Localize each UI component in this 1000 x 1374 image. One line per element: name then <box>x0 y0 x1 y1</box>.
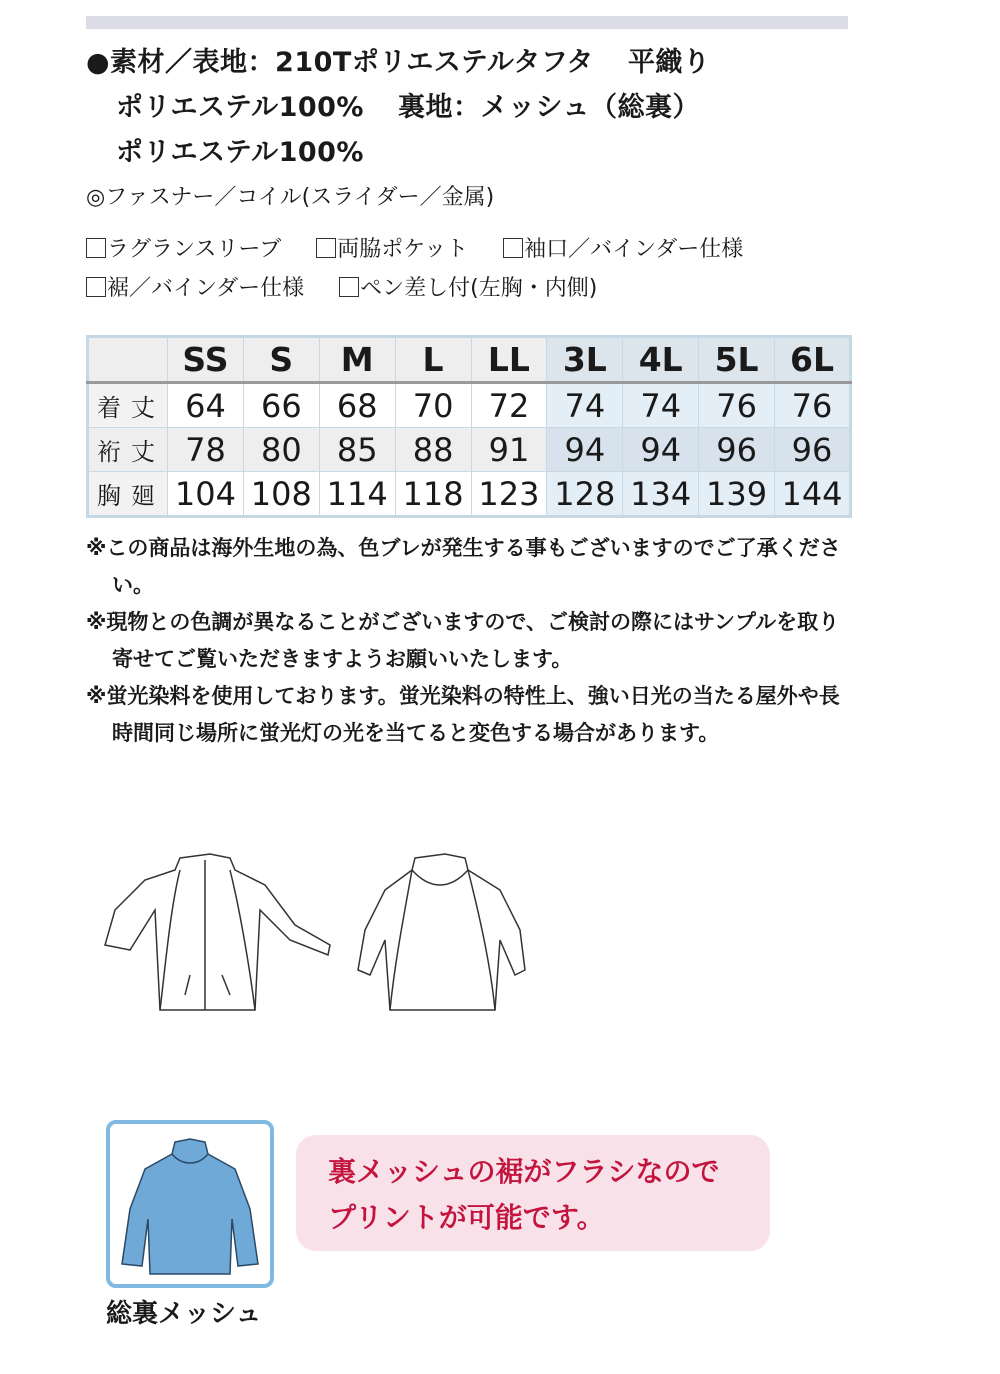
table-cell: 144 <box>775 472 851 517</box>
table-row <box>88 428 851 472</box>
table-cell: 94 <box>547 428 623 472</box>
checkbox-icon <box>86 277 106 297</box>
jacket-front-drawing <box>105 854 330 1010</box>
table-cell: 66 <box>243 383 319 428</box>
checkbox-icon <box>503 238 523 258</box>
table-cell: 128 <box>547 472 623 517</box>
table-cell: 74 <box>623 383 699 428</box>
table-cell: 114 <box>319 472 395 517</box>
size-table <box>86 335 852 518</box>
table-cell: 96 <box>699 428 775 472</box>
size-header: 3L <box>547 337 623 383</box>
size-header: S <box>243 337 319 383</box>
jacket-drawings <box>100 850 540 1020</box>
material-composition: ポリエステル100% <box>116 92 364 123</box>
note-item: ※この商品は海外生地の為、色ブレが発生する事もございますのでご了承ください。 <box>86 536 841 597</box>
note-item: ※現物との色調が異なることがございますので、ご検討の際にはサンプルを取り寄せてご覧いただきますようお願いいたします。 <box>86 610 840 671</box>
mesh-jacket-icon <box>110 1124 270 1284</box>
row-label: 胸廻 <box>88 472 168 517</box>
checkbox-icon <box>316 238 336 258</box>
table-cell: 134 <box>623 472 699 517</box>
table-cell: 85 <box>319 428 395 472</box>
table-cell: 91 <box>471 428 547 472</box>
feature-item: 袖口／バインダー仕様 <box>503 230 743 269</box>
table-cell: 72 <box>471 383 547 428</box>
table-cell: 94 <box>623 428 699 472</box>
size-header: SS <box>168 337 244 383</box>
table-cell: 68 <box>319 383 395 428</box>
size-header: 5L <box>699 337 775 383</box>
table-cell: 64 <box>168 383 244 428</box>
mesh-lining-image <box>106 1120 274 1288</box>
callout-line-1: 裏メッシュの裾がフラシなので <box>328 1155 720 1188</box>
feature-list <box>86 230 771 308</box>
table-row <box>88 383 851 428</box>
row-label: 着丈 <box>88 383 168 428</box>
table-cell: 76 <box>775 383 851 428</box>
size-header: LL <box>471 337 547 383</box>
table-cell: 108 <box>243 472 319 517</box>
print-callout <box>296 1135 770 1251</box>
table-cell: 70 <box>395 383 471 428</box>
top-divider-bar <box>86 16 848 29</box>
note-item: ※蛍光染料を使用しております。蛍光染料の特性上、強い日光の当たる屋外や長時間同じ場所に蛍光灯の光を当てると変色する場合があります。 <box>86 684 840 745</box>
table-cell: 80 <box>243 428 319 472</box>
lining-composition: ポリエステル100% <box>116 137 364 168</box>
callout-line-2: プリントが可能です。 <box>328 1201 605 1234</box>
table-cell: 139 <box>699 472 775 517</box>
mesh-label: 総裏メッシュ <box>106 1299 262 1329</box>
zipper-spec: ◎ファスナー／コイル(スライダー／金属) <box>86 185 495 210</box>
checkbox-icon <box>86 238 106 258</box>
table-row <box>88 472 851 517</box>
feature-item: ペン差し付(左胸・内側) <box>339 269 597 308</box>
material-spec <box>86 40 846 175</box>
feature-item: 両脇ポケット <box>316 230 468 269</box>
size-header-row <box>88 337 851 383</box>
table-cell: 88 <box>395 428 471 472</box>
table-cell: 104 <box>168 472 244 517</box>
size-header: M <box>319 337 395 383</box>
table-cell: 74 <box>547 383 623 428</box>
table-cell: 96 <box>775 428 851 472</box>
table-cell: 118 <box>395 472 471 517</box>
table-cell: 78 <box>168 428 244 472</box>
jacket-back-drawing <box>358 854 525 1010</box>
material-lining: 裏地：メッシュ（総裏） <box>397 92 700 123</box>
table-cell: 76 <box>699 383 775 428</box>
feature-item: ラグランスリーブ <box>86 230 281 269</box>
table-cell: 123 <box>471 472 547 517</box>
material-line-1: ●素材／表地：210Tポリエステルタフタ <box>86 47 594 78</box>
size-header: 4L <box>623 337 699 383</box>
size-header: 6L <box>775 337 851 383</box>
row-label: 裄丈 <box>88 428 168 472</box>
material-weave: 平織り <box>627 47 711 78</box>
size-header: L <box>395 337 471 383</box>
header-corner <box>88 337 168 383</box>
feature-item: 裾／バインダー仕様 <box>86 269 304 308</box>
checkbox-icon <box>339 277 359 297</box>
notes <box>86 530 856 752</box>
